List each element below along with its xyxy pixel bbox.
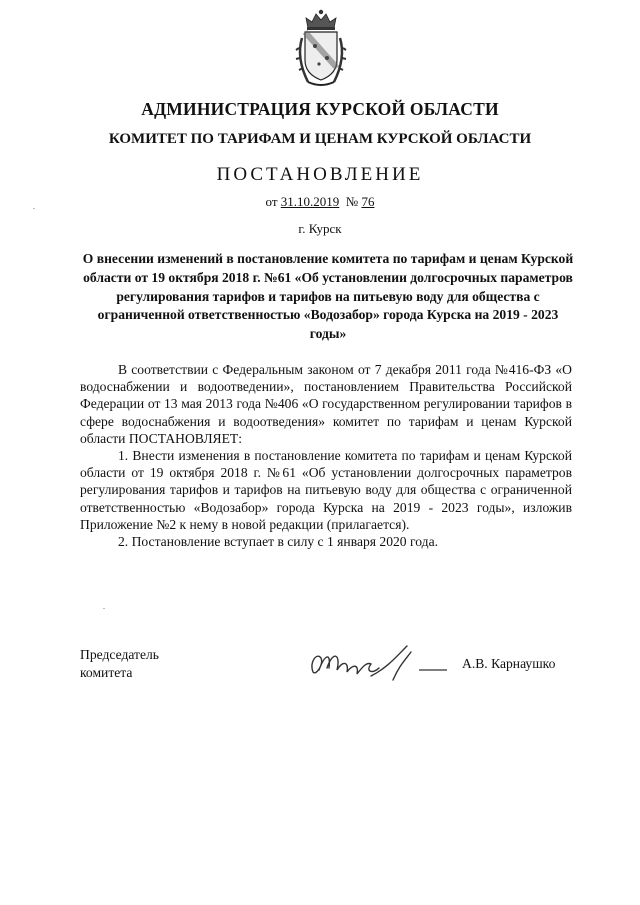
city: г. Курск xyxy=(298,221,342,236)
scan-speck xyxy=(33,208,35,209)
item-2-paragraph: 2. Постановление вступает в силу с 1 января 2020 года. xyxy=(118,534,438,550)
date-number-line xyxy=(0,194,640,210)
number-prefix: № xyxy=(345,194,359,209)
administration-title: АДМИНИСТРАЦИЯ КУРСКОЙ ОБЛАСТИ xyxy=(141,99,499,119)
decree-subject: О внесении изменений в постановление комитета по тарифам и ценам Курской области от 19 октября 2018 г. №61 «Об установлении долгосрочных параметров регулирования тарифов и тарифов на питьевую воду для общества с ограниченной ответственностью «Водозабор» города Курска на 2019 - 2023 годы» xyxy=(82,251,574,342)
decree-date: 31.10.2019 xyxy=(280,194,340,209)
handwritten-signature xyxy=(307,642,449,686)
document-type: ПОСТАНОВЛЕНИЕ xyxy=(216,164,424,185)
decree-number: 76 xyxy=(361,194,375,209)
committee-title: КОМИТЕТ ПО ТАРИФАМ И ЦЕНАМ КУРСКОЙ ОБЛАСТИ xyxy=(108,131,532,147)
decree-body xyxy=(80,361,572,550)
signer-position-line2: комитета xyxy=(80,665,133,680)
preamble-paragraph: В соответствии с Федеральным законом от 7 декабря 2011 года №416-ФЗ «О водоснабжении и водоотведении», постановлением Правительства Российской Федерации от 13 мая 2013 года №406 «О государственном регулировании тарифов в сфере водоснабжения и водоотведения» комитет по тарифам и ценам Курской области ПОСТАНОВЛЯЕТ: xyxy=(80,362,572,446)
signer-position xyxy=(80,646,159,682)
coat-of-arms-icon xyxy=(294,8,348,90)
signer-name: А.В. Карнаушко xyxy=(462,656,556,671)
item-1-paragraph: 1. Внести изменения в постановление комитета по тарифам и ценам Курской области от 19 октября 2018 г. №61 «Об установлении долгосрочных параметров регулирования тарифов и тарифов на питьевую воду для общества с ограниченной ответственностью «Водозабор» города Курска на 2019 - 2023 годы», изложив Приложение №2 к нему в новой редакции (прилагается). xyxy=(80,448,572,532)
scan-speck xyxy=(103,608,105,609)
date-prefix: от xyxy=(265,194,278,209)
signer-position-line1: Председатель xyxy=(80,647,159,662)
